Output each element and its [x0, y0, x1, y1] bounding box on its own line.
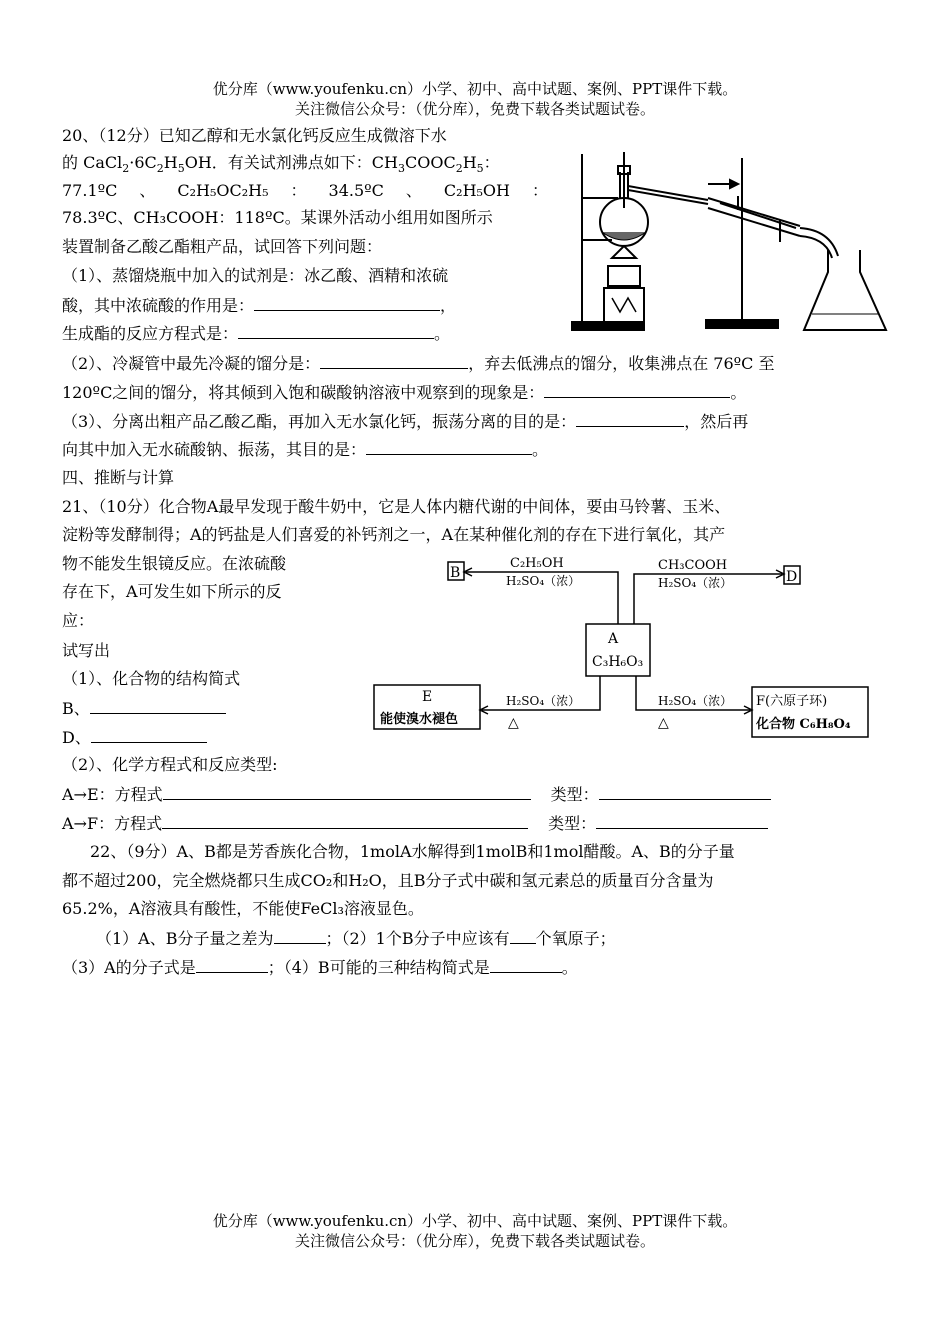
answer-blank[interactable]: [274, 927, 326, 944]
q21-line-9: [62, 726, 207, 749]
q20-text: ，弃去低沸点的馏分，收集沸点在 76ºC 至: [468, 354, 775, 373]
q20-text: 向其中加入无水硫酸钠、振荡，其目的是：: [62, 440, 367, 459]
q21-text: A→E：方程式: [62, 785, 163, 804]
scheme-b-label: B: [450, 565, 461, 581]
q21-line-12: [62, 812, 768, 835]
section-4-title: 四、推断与计算: [62, 468, 175, 487]
q20-token: ：: [531, 181, 548, 200]
q22-line-5: [62, 956, 578, 979]
q20-token: 34.5ºC: [328, 181, 384, 200]
q22-text: ；（4）B可能的三种结构简式是: [267, 958, 490, 977]
q20-line-8: [62, 322, 450, 345]
answer-blank[interactable]: [490, 956, 562, 973]
q20-token: 、: [139, 181, 156, 200]
scheme-to-e-catalyst: H₂SO₄（浓）: [506, 694, 581, 708]
q20-text: ·6C: [129, 153, 157, 172]
answer-blank[interactable]: [162, 812, 528, 829]
q21-text: B、: [62, 699, 90, 718]
answer-blank[interactable]: [510, 927, 536, 944]
q21-line-6: 试写出: [62, 641, 111, 660]
q20-text: 。: [532, 440, 549, 459]
q22-text: （1）A、B分子量之差为: [96, 929, 274, 948]
answer-blank[interactable]: [238, 322, 434, 339]
q20-text: 生成酯的反应方程式是：: [62, 324, 239, 343]
q21-line-3: 物不能发生银镜反应。在浓硫酸: [62, 554, 287, 573]
answer-blank[interactable]: [196, 956, 268, 973]
q20-text: ：: [483, 153, 500, 172]
q22-text: （3）A的分子式是: [62, 958, 196, 977]
q20-text: 120ºC之间的馏分，将其倾到入饱和碳酸钠溶液中观察到的现象是：: [62, 383, 545, 402]
q20-line-10: [62, 381, 746, 404]
q21-line-5: 应：: [62, 611, 95, 630]
q20-line-11: [62, 410, 748, 433]
q20-token: 、: [405, 181, 422, 200]
scheme-to-d-catalyst: H₂SO₄（浓）: [658, 576, 733, 590]
q22-line-1: 22、（9分）A、B都是芳香族化合物，1molA水解得到1molB和1mol醋酸。A、B的分子量: [90, 842, 735, 861]
header-line-2: 关注微信公众号：（优分库），免费下载各类试题试卷。: [294, 100, 655, 118]
answer-blank[interactable]: [366, 438, 532, 455]
q21-line-8: [62, 697, 226, 720]
scheme-to-b-reagent: C₂H₅OH: [510, 556, 564, 571]
q21-text: A→F：方程式: [62, 814, 163, 833]
q20-text: 。: [434, 324, 451, 343]
q20-token: C₂H₅OC₂H₅: [177, 181, 269, 200]
q20-line-6: （1）、蒸馏烧瓶中加入的试剂是：冰乙酸、酒精和浓硫: [62, 266, 449, 285]
q22-line-2: 都不超过200，完全燃烧都只生成CO₂和H₂O，且B分子式中碳和氢元素总的质量百分含量为: [62, 871, 714, 890]
scheme-a-formula: C₃H₆O₃: [592, 654, 644, 670]
q20-text: 。: [730, 383, 747, 402]
footer-line-1: 优分库（www.youfenku.cn）小学、初中、高中试题、案例、PPT课件下载。: [212, 1212, 738, 1230]
q21-text: 类型：: [550, 785, 599, 804]
q21-line-10: （2）、化学方程式和反应类型:: [62, 755, 278, 774]
q22-text: 个氧原子；: [535, 929, 616, 948]
delta-icon: △: [508, 715, 519, 731]
q20-text: 的 CaCl: [62, 153, 123, 172]
q21-line-4: 存在下，A可发生如下所示的反: [62, 582, 282, 601]
q20-text: （2）、冷凝管中最先冷凝的馏分是：: [62, 354, 321, 373]
q21-text: 类型：: [548, 814, 597, 833]
q22-text: ；（2）1个B分子中应该有: [325, 929, 510, 948]
q20-text: ，: [440, 296, 457, 315]
q22-line-4: [96, 927, 616, 950]
q20-text: H: [462, 153, 477, 172]
q22-line-3: 65.2%，A溶液具有酸性，不能使FeCl₃溶液显色。: [62, 899, 424, 918]
q20-text: H: [163, 153, 178, 172]
distillation-apparatus-figure: [568, 148, 888, 338]
header-line-1: 优分库（www.youfenku.cn）小学、初中、高中试题、案例、PPT课件下载。: [212, 80, 738, 98]
answer-blank[interactable]: [163, 783, 531, 800]
answer-blank[interactable]: [254, 294, 440, 311]
q20-line-1: 20、（12分）已知乙醇和无水氯化钙反应生成微溶下水: [62, 126, 447, 145]
q20-text: OH．有关试剂沸点如下：CH: [184, 153, 398, 172]
q21-line-2: 淀粉等发酵制得；A的钙盐是人们喜爱的补钙剂之一，A在某种催化剂的存在下进行氧化，其产: [62, 525, 726, 544]
scheme-to-d-reagent: CH₃COOH: [658, 558, 728, 573]
q20-token: ：: [290, 181, 307, 200]
q20-text: ，然后再: [684, 412, 749, 431]
scheme-e-label: E: [422, 689, 433, 705]
q20-text: （3）、分离出粗产品乙酸乙酯，再加入无水氯化钙，振荡分离的目的是：: [62, 412, 577, 431]
q21-text: D、: [62, 728, 91, 747]
answer-blank[interactable]: [90, 697, 226, 714]
answer-blank[interactable]: [576, 410, 684, 427]
answer-blank[interactable]: [596, 812, 768, 829]
q20-text: COOC: [404, 153, 456, 172]
q20-line-4: 78.3ºC、CH₃COOH：118ºC。某课外活动小组用如图所示: [62, 208, 493, 227]
scheme-f-label: F(六原子环): [756, 694, 828, 709]
q20-token: 77.1ºC: [62, 181, 118, 200]
q21-line-7: （1）、化合物的结构简式: [62, 669, 241, 688]
answer-blank[interactable]: [544, 381, 730, 398]
q20-text: 酸，其中浓硫酸的作用是：: [62, 296, 255, 315]
q20-token: C₂H₅OH: [443, 181, 510, 200]
answer-blank[interactable]: [599, 783, 771, 800]
q21-line-1: 21、（10分）化合物A最早发现于酸牛奶中，它是人体内糖代谢的中间体，要由马铃薯、玉米、: [62, 497, 731, 516]
q20-line-5: 装置制备乙酸乙酯粗产品，试回答下列问题：: [62, 237, 383, 256]
q20-line-9: [62, 352, 775, 375]
scheme-d-label: D: [786, 569, 798, 585]
scheme-to-b-catalyst: H₂SO₄（浓）: [506, 574, 581, 588]
answer-blank[interactable]: [320, 352, 468, 369]
q20-line-7: [62, 294, 456, 317]
reaction-scheme: [372, 552, 872, 742]
scheme-e-description: 能使溴水褪色: [380, 712, 459, 727]
delta-icon: △: [658, 715, 669, 731]
answer-blank[interactable]: [91, 726, 207, 743]
q20-line-12: [62, 438, 548, 461]
footer-line-2: 关注微信公众号：（优分库），免费下载各类试题试卷。: [294, 1232, 655, 1250]
q20-line-3: [62, 180, 548, 202]
scheme-a-label: A: [608, 631, 619, 647]
q22-text: 。: [561, 958, 578, 977]
q21-line-11: [62, 783, 771, 806]
q20-line-2: 的 $CaCl_2\cdot 6C_2H_5OH$．有关试剂沸点如下：$CH_3COOC_2H_5$：: [62, 153, 500, 176]
scheme-to-f-catalyst: H₂SO₄（浓）: [658, 694, 733, 708]
scheme-f-description: 化合物 C₆H₈O₄: [756, 717, 851, 732]
